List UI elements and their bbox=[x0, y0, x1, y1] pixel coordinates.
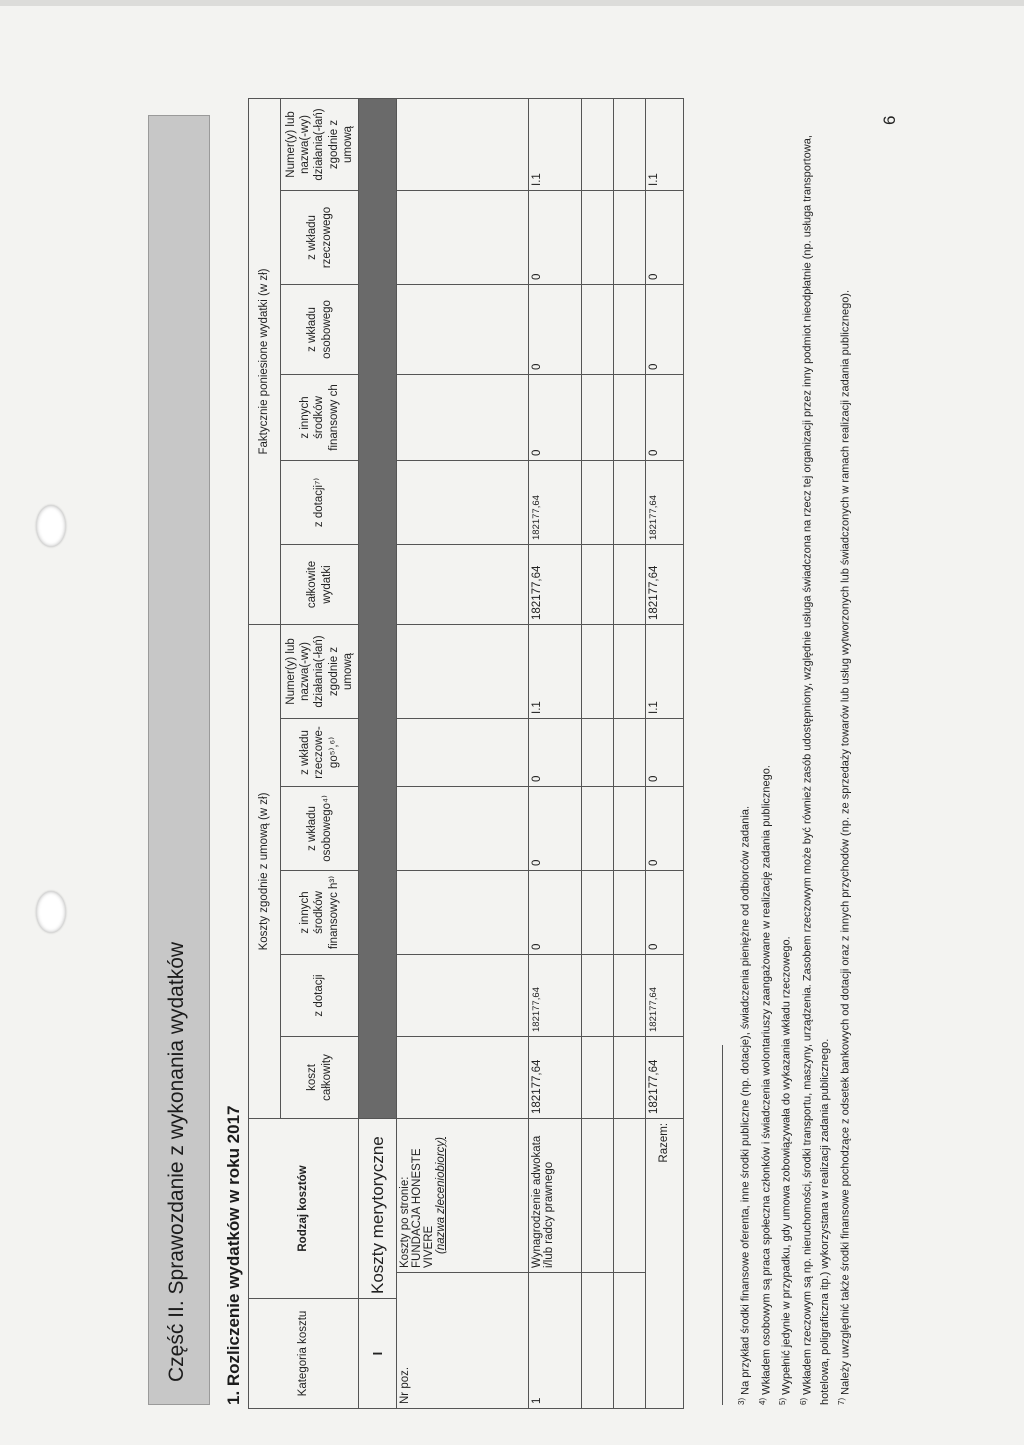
empty-cell bbox=[397, 374, 529, 460]
page-number: 6 bbox=[880, 115, 899, 125]
footnote-text: Wypełnić jedynie w przypadku, gdy umowa zobowiązywała do wykazania wkładu rzeczowego. bbox=[781, 936, 794, 1395]
footnote-text: Wkładem osobowym są praca społeczna członków i świadczenia wolontariuszy zaangażowane w realizację zadania publicznego. bbox=[760, 765, 773, 1395]
total-faktyczne-value: 0 bbox=[645, 284, 683, 374]
total-label: Razem: bbox=[645, 1118, 683, 1408]
cost-side-label: Koszty po stronie: bbox=[399, 1176, 412, 1268]
section-row bbox=[359, 98, 397, 1408]
umowa-col-header: z innych środków finansowyc h³⁾ bbox=[281, 870, 359, 954]
total-row bbox=[645, 98, 683, 1408]
umowa-col-header: z wkładu rzeczowe-go⁵⁾,⁶⁾ bbox=[281, 718, 359, 786]
footnote-mark: 7) bbox=[836, 1397, 846, 1405]
footnote bbox=[736, 125, 755, 1405]
faktyczne-value: I.1 bbox=[528, 98, 581, 190]
part-banner bbox=[148, 115, 210, 1405]
footnote-text: Należy uwzględnić także środki finansowe pochodzące z odsetek bankowych od dotacji oraz z innych przychodów (np. ze sprzedaży towarów lub usług wytworzonych lub świadczonych w ramach realizacji zadania publicznego). bbox=[839, 289, 852, 1395]
faktyczne-col-header: całkowite wydatki bbox=[281, 544, 359, 624]
empty-cell bbox=[397, 98, 529, 190]
empty-cell bbox=[397, 870, 529, 954]
empty-cell bbox=[397, 954, 529, 1036]
empty-cell bbox=[397, 718, 529, 786]
section-shaded-area bbox=[359, 98, 397, 1118]
umowa-value: 0 bbox=[528, 870, 581, 954]
footnote-text: Na przykład środki finansowe oferenta, inne środki publiczne (np. dotacje), świadczenia pieniężne od odbiorców zadania. bbox=[739, 805, 752, 1395]
umowa-value: 182177,64 bbox=[528, 954, 581, 1036]
organization-name: FUNDACJA HONESTE VIVERE bbox=[411, 1148, 436, 1268]
empty-cell bbox=[397, 190, 529, 284]
empty-cell bbox=[397, 1036, 529, 1118]
total-faktyczne-value: 0 bbox=[645, 374, 683, 460]
faktyczne-value: 0 bbox=[528, 284, 581, 374]
footnotes bbox=[736, 125, 857, 1405]
total-umowa-value: 182177,64 bbox=[645, 954, 683, 1036]
total-faktyczne-value: 182177,64 bbox=[645, 460, 683, 544]
faktyczne-col-header: z dotacji⁷⁾ bbox=[281, 460, 359, 544]
footnote-mark: 5) bbox=[778, 1397, 788, 1405]
total-umowa-value: 0 bbox=[645, 870, 683, 954]
faktyczne-col-header: z wkładu osobowego bbox=[281, 284, 359, 374]
total-umowa-value: 182177,64 bbox=[645, 1036, 683, 1118]
total-faktyczne-value: I.1 bbox=[645, 98, 683, 190]
expense-table bbox=[248, 98, 684, 1409]
rodzaj-cell: Wynagrodzenie adwokata i/lub radcy prawnego bbox=[528, 1118, 581, 1272]
empty-row bbox=[581, 98, 613, 1408]
umowa-col-header: z dotacji bbox=[281, 954, 359, 1036]
umowa-value: 182177,64 bbox=[528, 1036, 581, 1118]
faktyczne-group-header: Faktycznie poniesione wydatki (w zł) bbox=[249, 98, 281, 624]
subheader-row bbox=[397, 98, 529, 1408]
organization-caption: (nazwa zleceniobiorcy) bbox=[435, 1137, 448, 1254]
footnote bbox=[836, 125, 855, 1405]
footnote bbox=[757, 125, 776, 1405]
nr-header: Nr poz. bbox=[397, 1273, 529, 1409]
total-umowa-value: 0 bbox=[645, 786, 683, 870]
empty-row bbox=[613, 98, 645, 1408]
faktyczne-col-header: z innych środków finansowy ch bbox=[281, 374, 359, 460]
footnote bbox=[777, 125, 796, 1405]
umowa-value: I.1 bbox=[528, 624, 581, 718]
banner-title: Część II. Sprawozdanie z wykonania wydatków bbox=[165, 941, 188, 1382]
total-umowa-value: 0 bbox=[645, 718, 683, 786]
empty-cell bbox=[397, 544, 529, 624]
total-faktyczne-value: 182177,64 bbox=[645, 544, 683, 624]
table-row bbox=[528, 98, 581, 1408]
total-umowa-value: I.1 bbox=[645, 624, 683, 718]
umowa-group-header: Koszty zgodnie z umową (w zł) bbox=[249, 624, 281, 1118]
section-title: 1. Rozliczenie wydatków w roku 2017 bbox=[224, 1105, 243, 1405]
rodzaj-header: Rodzaj kosztów bbox=[249, 1118, 359, 1298]
footnote-mark: 3) bbox=[737, 1397, 746, 1405]
footnote-mark: 6) bbox=[799, 1397, 809, 1405]
total-faktyczne-value: 0 bbox=[645, 190, 683, 284]
empty-cell bbox=[397, 284, 529, 374]
umowa-col-header: Numer(y) lub nazwa(-wy) działania(-łań) zgodnie z umową bbox=[281, 624, 359, 718]
umowa-value: 0 bbox=[528, 786, 581, 870]
faktyczne-value: 182177,64 bbox=[528, 460, 581, 544]
empty-cell bbox=[397, 460, 529, 544]
umowa-col-header: koszt całkowity bbox=[281, 1036, 359, 1118]
faktyczne-col-header: Numer(y) lub nazwa(-wy) działania(-łań) zgodnie z umową bbox=[281, 98, 359, 190]
faktyczne-col-header: z wkładu rzeczowego bbox=[281, 190, 359, 284]
footnote-text: Wkładem rzeczowym są np. nieruchomości, środki transportu, maszyny, urządzenia. Zasobem rzeczowym może być również zasób udostępniony, względnie usługa świadczona na rzecz tej organizacji przez inny podmiot nieodpłatnie (np. usługa transportowa, hotelowa, poligraficzna itp.) wykorzystana w realizacji zadania publicznego. bbox=[801, 135, 831, 1405]
umowa-col-header: z wkładu osobowego⁴⁾ bbox=[281, 786, 359, 870]
footnote-separator bbox=[722, 1045, 723, 1405]
section-number: I bbox=[359, 1299, 397, 1409]
kategoria-header: Kategoria kosztu bbox=[249, 1299, 359, 1409]
faktyczne-value: 0 bbox=[528, 190, 581, 284]
section-label: Koszty merytoryczne bbox=[359, 1118, 397, 1298]
nr-cell: 1 bbox=[528, 1273, 581, 1409]
footnote bbox=[798, 125, 834, 1405]
umowa-value: 0 bbox=[528, 718, 581, 786]
empty-cell bbox=[397, 786, 529, 870]
faktyczne-value: 0 bbox=[528, 374, 581, 460]
footnote-mark: 4) bbox=[757, 1397, 767, 1405]
faktyczne-value: 182177,64 bbox=[528, 544, 581, 624]
empty-cell bbox=[397, 624, 529, 718]
cost-side-cell bbox=[397, 1118, 529, 1272]
